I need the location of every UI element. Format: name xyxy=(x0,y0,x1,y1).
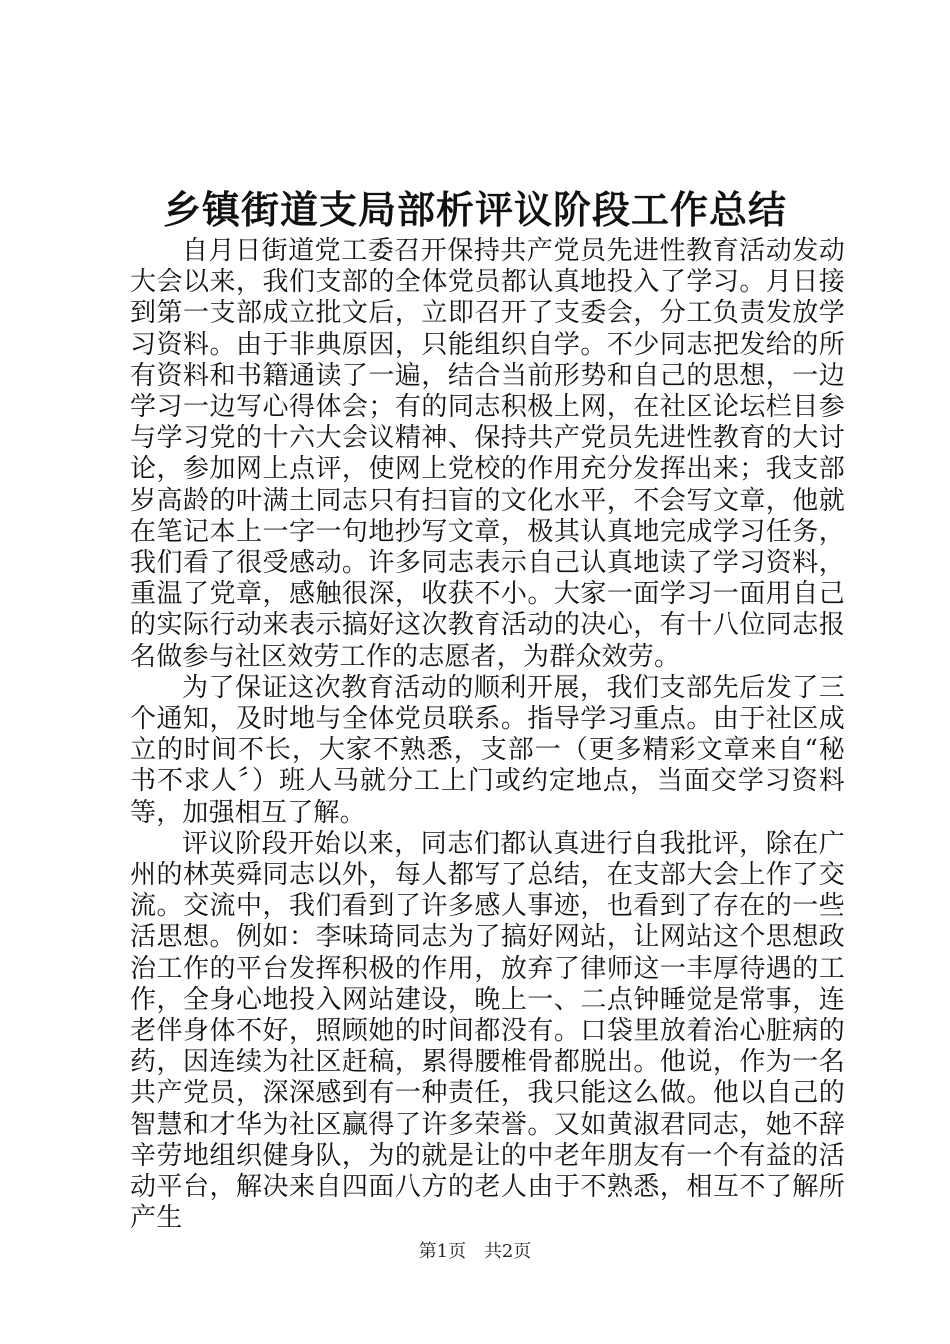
paragraph-1: 自月日街道党工委召开保持共产党员先进性教育活动发动大会以来，我们支部的全体党员都认真地投入了学习。月日接到第一支部成立批文后，立即召开了支委会，分工负责发放学习资料。由于非典原因，只能组织自学。不少同志把发给的所有资料和书籍通读了一遍，结合当前形势和自己的思想，一边学习一边写心得体会；有的同志积极上网，在社区论坛栏目参与学习党的十六大会议精神、保持共产党员先进性教育的大讨论，参加网上点评，使网上党校的作用充分发挥出来；我支部岁高龄的叶满土同志只有扫盲的文化水平，不会写文章，他就在笔记本上一字一句地抄写文章，极其认真地完成学习任务，我们看了很受感动。许多同志表示自己认真地读了学习资料，重温了党章，感触很深，收获不小。大家一面学习一面用自己的实际行动来表示搞好这次教育活动的决心，有十八位同志报名做参与社区效劳工作的志愿者，为群众效劳。 xyxy=(130,236,845,672)
page-footer xyxy=(0,1240,950,1264)
document-title: 乡镇街道支局部析评议阶段工作总结 xyxy=(162,187,787,232)
page-number: 第1页 xyxy=(418,1241,467,1262)
page-total: 共2页 xyxy=(483,1241,532,1262)
paragraph-2: 为了保证这次教育活动的顺利开展，我们支部先后发了三个通知，及时地与全体党员联系。指导学习重点。由于社区成立的时间不长，大家不熟悉，支部一（更多精彩文章来自“秘书不求人〞）班人马就分工上门或约定地点，当面交学习资料等，加强相互了解。 xyxy=(130,672,845,828)
paragraph-3: 评议阶段开始以来，同志们都认真进行自我批评，除在广州的林英舜同志以外，每人都写了总结，在支部大会上作了交流。交流中，我们看到了许多感人事迹，也看到了存在的一些活思想。例如：李味琦同志为了搞好网站，让网站这个思想政治工作的平台发挥积极的作用，放弃了律师这一丰厚待遇的工作，全身心地投入网站建设，晚上一、二点钟睡觉是常事，连老伴身体不好，照顾她的时间都没有。口袋里放着治心脏病的药，因连续为社区赶稿，累得腰椎骨都脱出。他说，作为一名共产党员，深深感到有一种责任，我只能这么做。他以自己的智慧和才华为社区赢得了许多荣誉。又如黄淑君同志，她不辞辛劳地组织健身队，为的就是让的中老年朋友有一个有益的活动平台，解决来自四面八方的老人由于不熟悉，相互不了解所产生 xyxy=(130,828,845,1234)
document-body xyxy=(130,236,845,1235)
